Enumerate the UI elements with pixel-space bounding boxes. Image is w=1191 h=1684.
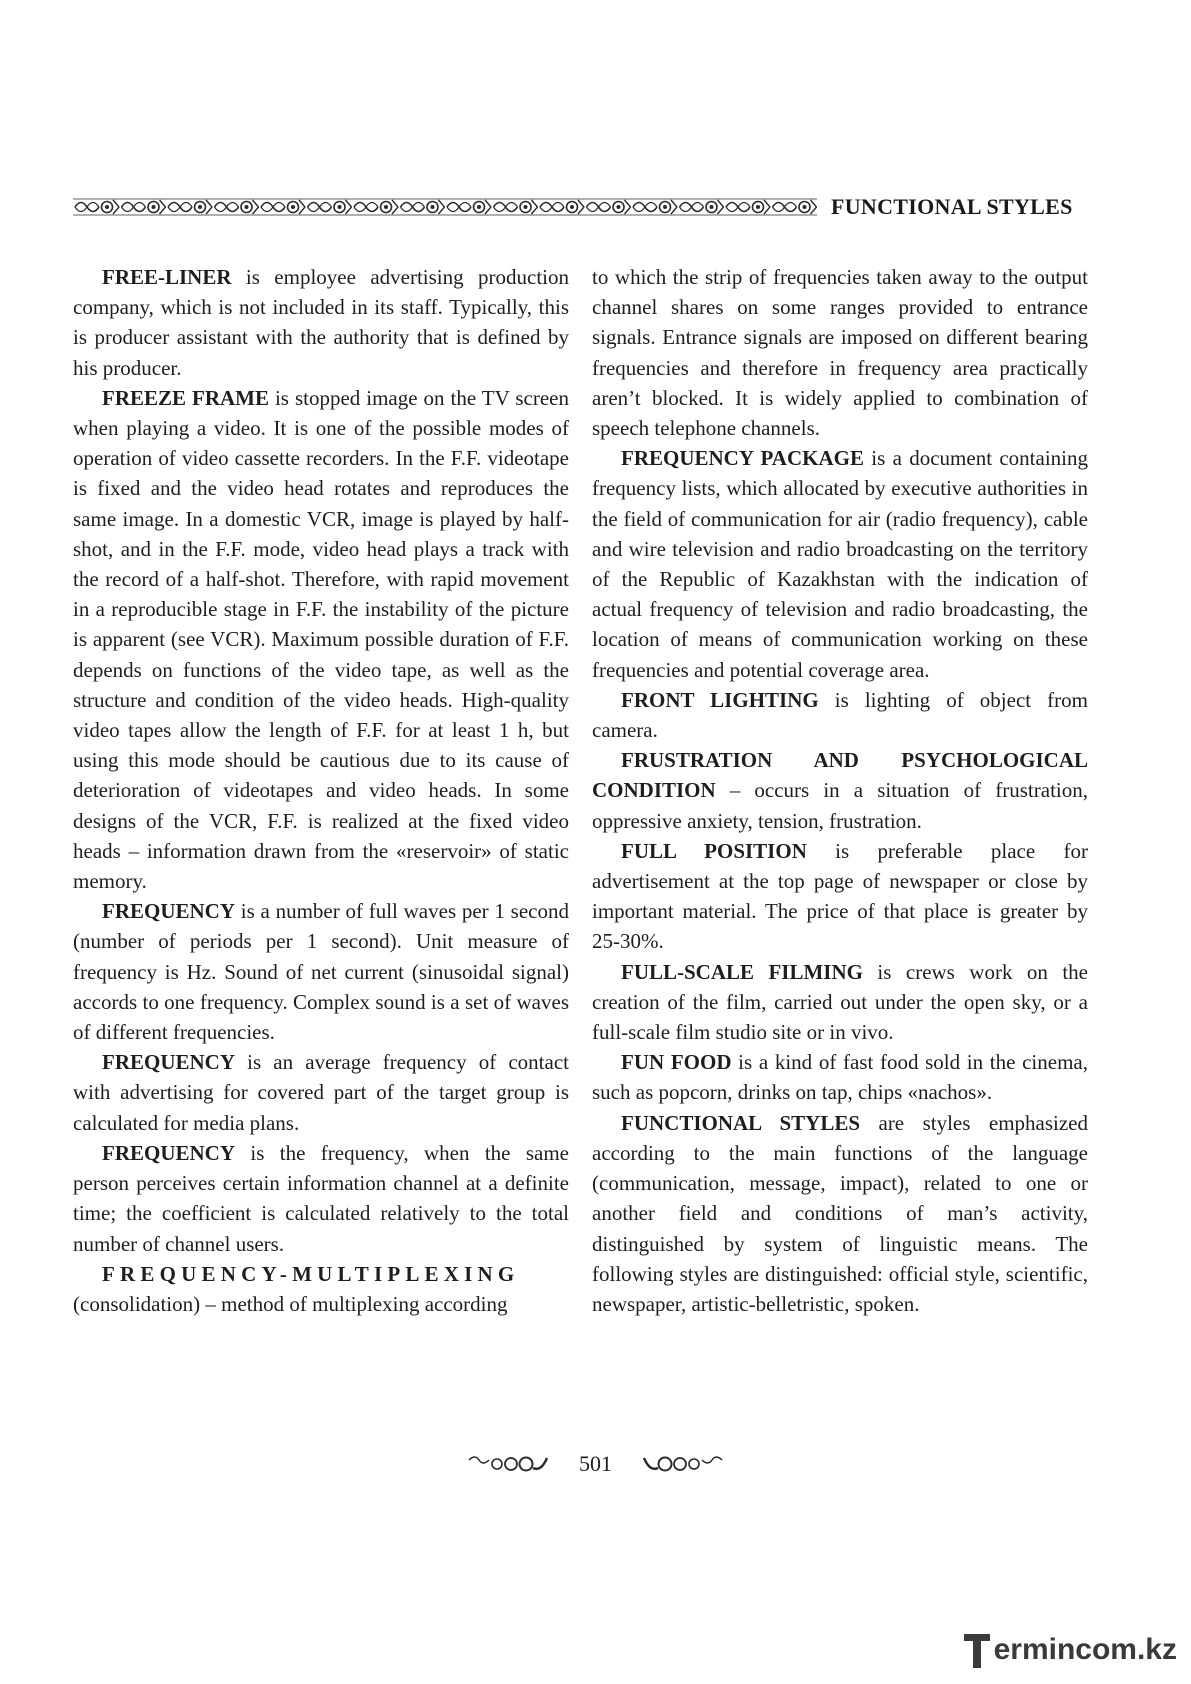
- left-flourish-icon: [465, 1452, 551, 1476]
- entry-term: FREQUENCY: [102, 899, 236, 924]
- dictionary-entry: [592, 1047, 1088, 1107]
- entry-definition: is an average frequency of contact with advertising for covered part of the target group is calculated for media plans.: [73, 1050, 569, 1135]
- dictionary-entry: [592, 957, 1088, 1048]
- entry-continuation: to which the strip of frequencies taken away to the output channel shares on some ranges provided to entrance signals. Entrance signals are imposed on different bearing frequencies and therefore in frequency area practically aren’t blocked. It is widely applied to combination of speech telephone channels.: [592, 265, 1088, 441]
- terminkom-logo: [962, 1624, 1177, 1676]
- left-column: [73, 262, 569, 1319]
- entry-term: FREE-LINER: [102, 265, 232, 289]
- entry-definition: is a number of full waves per 1 second (number of periods per 1 second). Unit measure of frequency is Hz. Sound of net current (sinusoidal signal) accords to one frequency. Complex sound is a set of waves of different frequencies.: [73, 899, 569, 1045]
- dictionary-entry: [592, 1108, 1088, 1319]
- running-header: [73, 192, 1090, 222]
- entry-term: FRONT LIGHTING: [621, 687, 819, 712]
- page-footer: [0, 1448, 1191, 1480]
- entry-definition: is crews work on the creation of the film, carried out under the open sky, or a full-scale film studio site or in vivo.: [592, 959, 1089, 1045]
- t-letter-logo-icon: [962, 1630, 992, 1670]
- entry-term: FREQUENCY: [102, 1050, 236, 1075]
- entry-term: FREEZE FRAME: [102, 385, 269, 410]
- page-number: 501: [579, 1451, 612, 1476]
- dictionary-entry: [73, 1259, 569, 1319]
- entry-definition: (consolidation) – method of multiplexing according: [73, 1291, 508, 1316]
- logo-text: ermincom.kz: [993, 1633, 1177, 1666]
- dictionary-entry: [592, 836, 1088, 957]
- ornament-band-icon: [73, 196, 817, 218]
- entry-term: FULL POSITION: [621, 838, 807, 863]
- dictionary-entry: [592, 685, 1088, 745]
- entry-definition: is preferable place for advertisement at the top page of newspaper or close by important material. The price of that place is greater by 25-30%.: [592, 838, 1088, 954]
- entry-term: FUN FOOD: [621, 1050, 732, 1075]
- dictionary-entry: [592, 443, 1088, 685]
- dictionary-entry: [73, 896, 569, 1047]
- dictionary-entry: [73, 383, 569, 896]
- entry-definition: is a kind of fast food sold in the cinema, such as popcorn, drinks on tap, chips «nachos».: [592, 1050, 1088, 1105]
- entry-term: FREQUENCY-MULTIPLEXING: [102, 1261, 520, 1286]
- dictionary-entry: [592, 745, 1088, 836]
- entry-term: FULL-SCALE FILMING: [621, 959, 863, 984]
- entry-definition: is employee advertising production company, which is not included in its staff. Typically, this is producer assistant with the authority that is defined by his producer.: [73, 265, 569, 380]
- dictionary-entry: [73, 1047, 569, 1138]
- entry-definition: are styles emphasized according to the main functions of the language (communication, message, impact), related to one or another field and conditions of man’s activity, distinguished by system of linguistic means. The following styles are distinguished: official style, scientific, newspaper, artistic-belletristic, spoken.: [592, 1110, 1089, 1316]
- dictionary-entry: [73, 1138, 569, 1259]
- entry-definition: is stopped image on the TV screen when playing a video. It is one of the possible modes of operation of video cassette recorders. In the F.F. videotape is fixed and the video head rotates and reproduces the same image. In a domestic VCR, image is played by half-shot, and in the F.F. mode, video head plays a track with the record of a half-shot. Therefore, with rapid movement in a reproducible stage in F.F. the instability of the picture is apparent (see VCR). Maximum possible duration of F.F. depends on functions of the video tape, as well as the structure and condition of the video heads. High-quality video tapes allow the length of F.F. for at least 1 h, but using this mode should be cautious due to its cause of deterioration of videotapes and video heads. In some designs of the VCR, F.F. is realized at the fixed video heads – information drawn from the «reservoir» of static memory.: [73, 385, 569, 894]
- entry-term: FUNCTIONAL STYLES: [621, 1110, 861, 1135]
- entry-definition: is the frequency, when the same person perceives certain information channel at a definite time; the coefficient is calculated relatively to the total number of channel users.: [73, 1140, 569, 1256]
- right-column: [592, 262, 1088, 1319]
- entry-term: FREQUENCY: [102, 1140, 236, 1165]
- entry-definition: – occurs in a situation of frustration, oppressive anxiety, tension, frustration.: [592, 778, 1088, 833]
- entry-term: FREQUENCY PACKAGE: [621, 446, 864, 471]
- section-title: FUNCTIONAL STYLES: [831, 194, 1073, 219]
- right-flourish-icon: [640, 1452, 726, 1476]
- entry-term: FRUSTRATION AND PSYCHOLOGICAL CONDITION: [592, 748, 1088, 803]
- entry-definition: is a document containing frequency lists, which allocated by executive authorities in the field of communication for air (radio frequency), cable and wire television and radio broadcasting on the territory of the Republic of Kazakhstan with the indication of actual frequency of television and radio broadcasting, the location of means of communication working on these frequencies and potential coverage area.: [592, 446, 1088, 682]
- dictionary-entry: [73, 262, 569, 383]
- entry-definition: is lighting of object from camera.: [592, 687, 1088, 743]
